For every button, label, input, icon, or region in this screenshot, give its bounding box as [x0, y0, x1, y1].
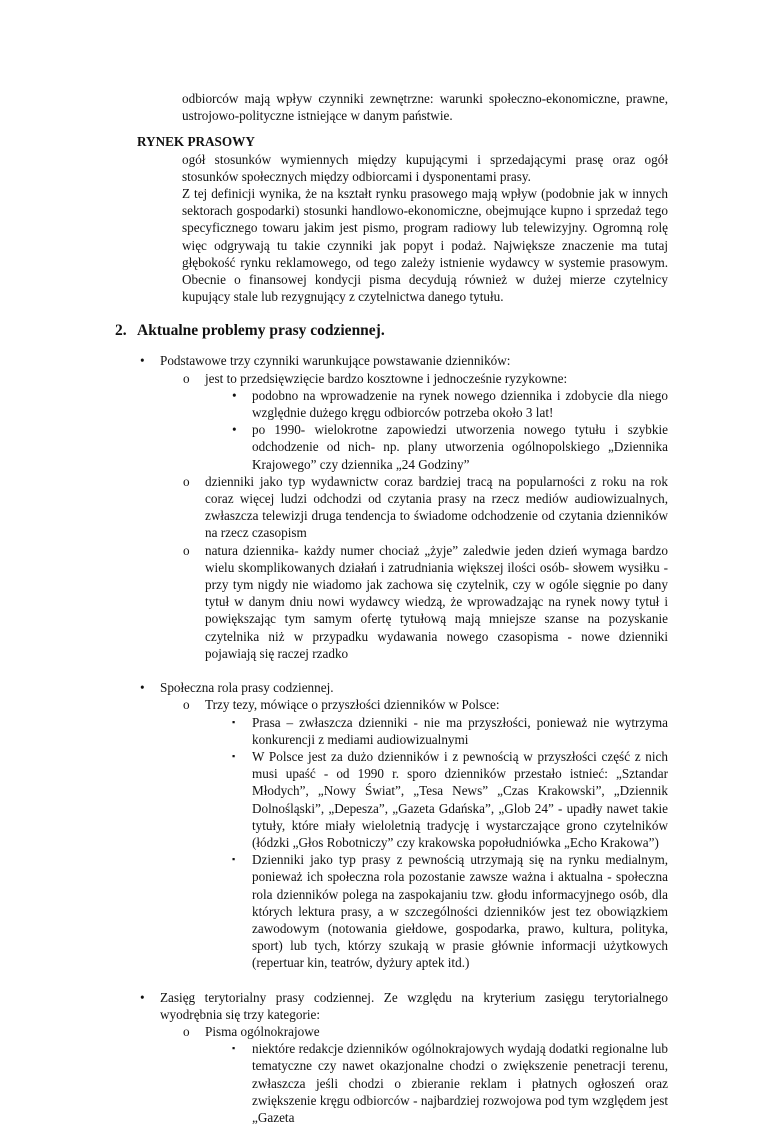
- sub-sub-item-text: po 1990- wielokrotne zapowiedzi utworzenia nowego tytułu i szybkie odchodzenie od nich- np. plany utworzenia ogólnopolskiego „Dziennika Krajowego” czy dziennika „24 Godziny”: [252, 422, 668, 472]
- sub-sub-item-text: Dzienniki jako typ prasy z pewnością utrzymają się na rynku medialnym, ponieważ ich społeczna rola pozostanie zawsze ważna i aktualna - społeczna rola dzienników polega na zaspokajaniu tzw. głodu informacyjnego osób, dla których lektura prasy, a w szczególności dzienników jest tez obowiązkiem zawodowym (notowania giełdowe, gospodarka, prawo, kultura, polityka, sport) lub tych, którzy szukają w prasie głównie informacji użytkowych (repertuar kin, teatrów, dyżury aptek itd.): [252, 852, 668, 971]
- square-marker: ▪: [232, 854, 236, 865]
- sub-sub-item-text: podobno na wprowadzenie na rynek nowego dziennika i zdobycie dla niego względnie dużego kręgu odbiorców potrzeba około 3 lat!: [252, 387, 668, 421]
- circle-marker: o: [183, 370, 190, 386]
- square-marker: ▪: [232, 1043, 236, 1054]
- sub-item-text: dzienniki jako typ wydawnictw coraz bardziej tracą na popularności z roku na rok coraz więcej ludzi odchodzi od czytania prasy na rzecz mediów audiowizualnych, zwłaszcza telewizji druga tendencja to świadome odchodzenie od czytania dzienników na rzecz czasopism: [205, 473, 668, 541]
- bullet-marker: •: [232, 387, 237, 403]
- rynek-explanation: Z tej definicji wynika, że na kształt rynku prasowego mają wpływ (podobnie jak w innych sektorach gospodarki) stosunki handlowo-ekonomiczne, obejmujące kupno i sprzedaż tego specyficznego towaru jakim jest pismo, program radiowy lub telewizyjny. Ogromną rolę więc odgrywają tu takie czynniki jak popyt i podaż. Największe znaczenie ma tutaj głębokość rynku reklamowego, od tego zależy istnienie wydawcy w systemie prasowym. Obecnie o finansowej kondycji pisma decydują również w dużej mierze czytelnicy kupujący stale lub rezygnujący z czytelnictwa danego tytułu.: [182, 186, 668, 305]
- sub-sub-item-text: Prasa – zwłaszcza dzienniki - nie ma przyszłości, ponieważ nie wytrzyma konkurencji z mediami audiowizualnymi: [252, 714, 668, 747]
- section-number: 2.: [115, 322, 127, 340]
- sub-sub-item-text: niektóre redakcje dzienników ogólnokrajowych wydają dodatki regionalne lub tematyczne czy nawet okazjonalne chodzi o zwiększenie penetracji terenu, zwłaszcza jeśli chodzi o zbieranie reklam i płatnych ogłoszeń oraz zwiększenie kręgu odbiorców - najbardziej rozwojowa pod tym względem jest „Gazeta: [252, 1041, 668, 1125]
- circle-marker: o: [183, 697, 190, 713]
- bullet-marker: •: [140, 989, 145, 1005]
- section-heading: [115, 321, 760, 340]
- sub-item-text: natura dziennika- każdy numer chociaż „żyje” zaledwie jeden dzień wymaga bardzo wielu skomplikowanych działań i zatrudniania większej ilości osób- słowem wysiłku - przy tym nigdy nie wiadomo jak zachowa się czytelnik, czy w ogóle sięgnie po dany tytuł w danym dniu nowi wydawcy wiedzą, że wprowadzając na rynek nowy tytuł i powiększając tym samym ofertę tytułową mają mniejsze szanse na pozyskanie czytelnika niż w przypadku wydawania nowego czasopisma - nowe dzienniki pojawiają się raczej rzadko: [205, 542, 668, 661]
- sub-item-text: Trzy tezy, mówiące o przyszłości dzienników w Polsce:: [205, 697, 500, 713]
- square-marker: ▪: [232, 750, 236, 761]
- circle-marker: o: [183, 473, 190, 489]
- bullet-marker: •: [140, 680, 145, 696]
- sub-sub-item-text: W Polsce jest za dużo dzienników i z pewnością w przyszłości część z nich musi upaść - od 1990 r. sporo dzienników przestało istnieć: „Sztandar Młodych”, „Nowy Świat”, „Tesa News” „Czas Krakowski”, „Dziennik Dolnośląski”, „Depesza”, „Gazeta Gdańska”, „Glob 24” - upadły nawet takie tytuły, które miały wieloletnią tradycję i wystarczające grono czytelników (łódzki „Głos Robotniczy” czy krakowska popołudniówka „Echo Krakowa”): [252, 748, 668, 850]
- bullet-text: Podstawowe trzy czynniki warunkujące powstawanie dzienników:: [160, 353, 511, 369]
- circle-marker: o: [183, 1023, 190, 1039]
- bullet-item: [140, 352, 668, 662]
- sub-item-text: jest to przedsięwzięcie bardzo kosztowne i jednocześnie ryzykowne:: [205, 370, 568, 386]
- sub-item-text: Pisma ogólnokrajowe: [205, 1023, 320, 1039]
- bullet-marker: •: [140, 353, 145, 369]
- bullet-marker: •: [232, 422, 237, 438]
- rynek-definition: [182, 151, 668, 306]
- section-title: Aktualne problemy prasy codziennej.: [137, 322, 385, 340]
- bullet-item: [140, 679, 668, 971]
- rynek-definition-line: ogół stosunków wymiennych między kupującymi i sprzedającymi prasę oraz ogół stosunków społecznych między odbiorcami i dysponentami prasy.: [182, 151, 668, 184]
- circle-marker: o: [183, 542, 190, 558]
- bullet-item: [140, 989, 668, 1126]
- rynek-heading: RYNEK PRASOWY: [137, 134, 255, 150]
- square-marker: ▪: [232, 716, 236, 727]
- bullet-text: Zasięg terytorialny prasy codziennej. Ze względu na kryterium zasięgu terytorialnego wyodrębnia się trzy kategorie:: [160, 989, 668, 1022]
- bullet-text: Społeczna rola prasy codziennej.: [160, 680, 334, 696]
- intro-paragraph: odbiorców mają wpływ czynniki zewnętrzne: warunki społeczno-ekonomiczne, prawne, ustrojowo-polityczne istniejące w danym państwie.: [182, 91, 668, 124]
